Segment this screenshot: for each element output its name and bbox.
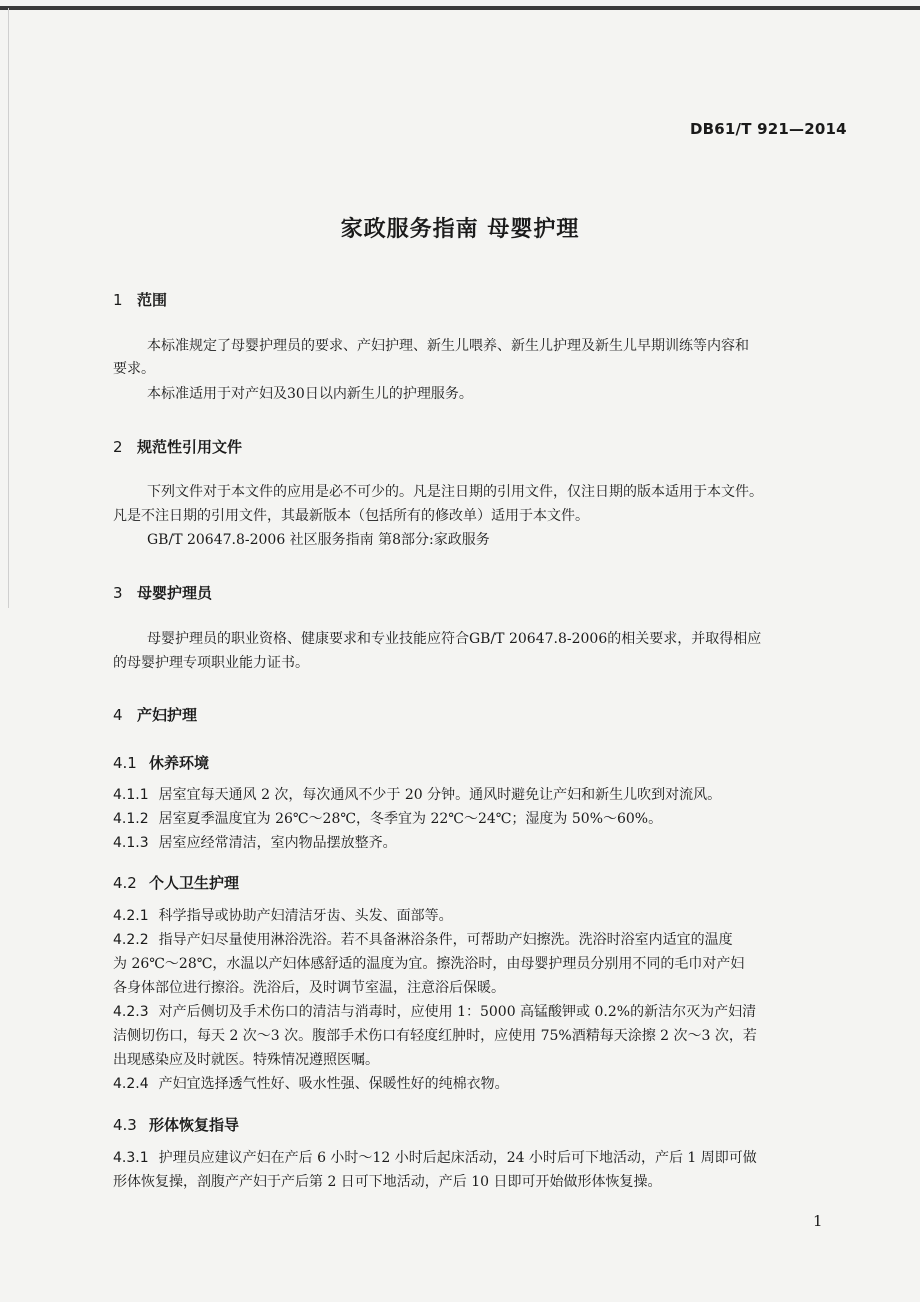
clause-number: 4.2.1	[113, 908, 149, 924]
subsection-number: 4.1	[113, 754, 137, 772]
section-number: 3	[113, 584, 123, 602]
subsection-title: 个人卫生护理	[149, 874, 240, 892]
clause-continuation: 各身体部位进行擦浴。洗浴后，及时调节室温，注意浴后保暖。	[113, 980, 505, 996]
section-title: 产妇护理	[137, 706, 198, 724]
clause-number: 4.1.1	[113, 787, 149, 803]
clause-4-1-3	[113, 836, 397, 850]
clause-4-3-1	[113, 1151, 757, 1165]
section-1-heading	[113, 289, 167, 310]
clause-4-1-2	[113, 812, 662, 826]
subsection-title: 休养环境	[149, 754, 210, 772]
clause-4-2-1	[113, 909, 453, 923]
clause-text: 科学指导或协助产妇清洁牙齿、头发、面部等。	[158, 908, 453, 924]
subsection-4-2-heading	[113, 872, 239, 893]
section-title: 母婴护理员	[137, 584, 213, 602]
section-title: 规范性引用文件	[137, 438, 243, 456]
paragraph-line: 母婴护理员的职业资格、健康要求和专业技能应符合GB/T 20647.8-2006的相关要求，并取得相应	[147, 631, 762, 647]
section-3-heading	[113, 582, 212, 603]
clause-text: 对产后侧切及手术伤口的清洁与消毒时，应使用 1：5000 高锰酸钾或 0.2%的新洁尔灭为产妇清	[158, 1004, 757, 1020]
clause-number: 4.2.3	[113, 1004, 149, 1020]
paragraph-line: 凡是不注日期的引用文件，其最新版本（包括所有的修改单）适用于本文件。	[113, 508, 589, 524]
clause-4-2-2	[113, 933, 733, 947]
scan-left-border	[8, 8, 9, 608]
subsection-number: 4.2	[113, 874, 137, 892]
section-title: 范围	[137, 291, 168, 309]
clause-number: 4.3.1	[113, 1150, 149, 1166]
clause-text: 产妇宜选择透气性好、吸水性强、保暖性好的纯棉衣物。	[158, 1076, 509, 1092]
paragraph-line: 下列文件对于本文件的应用是必不可少的。凡是注日期的引用文件，仅注日期的版本适用于本文件。	[147, 484, 763, 500]
clause-continuation: 出现感染应及时就医。特殊情况遵照医嘱。	[113, 1052, 379, 1068]
clause-text: 居室宜每天通风 2 次，每次通风不少于 20 分钟。通风时避免让产妇和新生儿吹到对流风。	[158, 787, 722, 803]
normative-reference: GB/T 20647.8-2006 社区服务指南 第8部分:家政服务	[147, 532, 490, 548]
paragraph-line: 本标准适用于对产妇及30日以内新生儿的护理服务。	[147, 386, 473, 402]
clause-4-2-3	[113, 1005, 756, 1019]
clause-4-1-1	[113, 788, 721, 802]
paragraph-line: 要求。	[113, 361, 155, 377]
standard-code: DB61/T 921—2014	[690, 120, 847, 138]
subsection-number: 4.3	[113, 1116, 137, 1134]
clause-number: 4.2.2	[113, 932, 149, 948]
clause-text: 居室夏季温度宜为 26℃～28℃，冬季宜为 22℃～24℃；湿度为 50%～60%。	[158, 811, 663, 827]
subsection-4-3-heading	[113, 1114, 239, 1135]
section-4-heading	[113, 704, 197, 725]
page-title: 家政服务指南 母婴护理	[340, 217, 580, 242]
subsection-title: 形体恢复指导	[149, 1116, 240, 1134]
clause-number: 4.1.2	[113, 811, 149, 827]
clause-4-2-4	[113, 1077, 509, 1091]
paragraph-line: 本标准规定了母婴护理员的要求、产妇护理、新生儿喂养、新生儿护理及新生儿早期训练等内容和	[147, 338, 749, 354]
clause-text: 指导产妇尽量使用淋浴洗浴。若不具备淋浴条件，可帮助产妇擦洗。洗浴时浴室内适宜的温度	[158, 932, 733, 948]
section-number: 1	[113, 291, 123, 309]
clause-text: 护理员应建议产妇在产后 6 小时～12 小时后起床活动，24 小时后可下地活动，产后 1 周即可做	[158, 1150, 757, 1166]
clause-continuation: 形体恢复操，剖腹产产妇于产后第 2 日可下地活动，产后 10 日即可开始做形体恢复操。	[113, 1174, 662, 1190]
clause-number: 4.1.3	[113, 835, 149, 851]
scan-top-border	[0, 6, 920, 10]
page-number: 1	[813, 1212, 823, 1230]
section-number: 4	[113, 706, 123, 724]
clause-text: 居室应经常清洁，室内物品摆放整齐。	[158, 835, 397, 851]
clause-continuation: 洁侧切伤口，每天 2 次～3 次。腹部手术伤口有轻度红肿时，应使用 75%酒精每天涂擦 2 次～3 次，若	[113, 1028, 757, 1044]
clause-number: 4.2.4	[113, 1076, 149, 1092]
clause-continuation: 为 26℃～28℃，水温以产妇体感舒适的温度为宜。擦洗浴时，由母婴护理员分别用不同的毛巾对产妇	[113, 956, 745, 972]
paragraph-line: 的母婴护理专项职业能力证书。	[113, 655, 309, 671]
section-number: 2	[113, 438, 123, 456]
section-2-heading	[113, 436, 242, 457]
subsection-4-1-heading	[113, 752, 209, 773]
